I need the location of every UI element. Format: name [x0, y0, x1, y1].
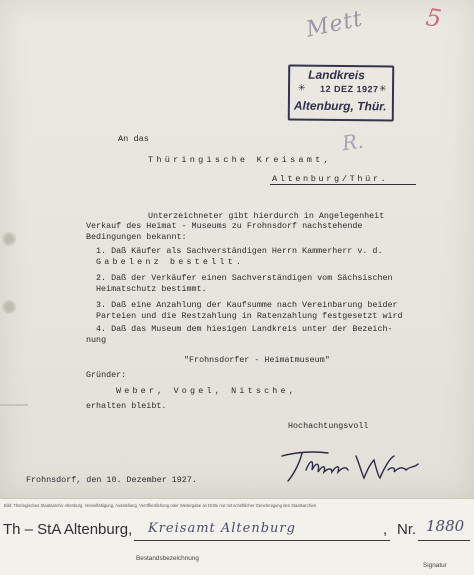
body-line: 2. Daß der Verkäufer einen Sachverständigen vom Sächsischen: [96, 273, 393, 283]
recipient: Thüringische Kreisamt,: [148, 155, 332, 165]
punch-hole: [2, 232, 16, 246]
pencil-mark: R.: [340, 128, 365, 156]
punch-hole: [2, 300, 16, 314]
body-line: 1. Daß Käufer als Sachverständigen Herrn Kammerherr v. d.: [96, 246, 383, 256]
salutation: An das: [118, 134, 149, 144]
bestand-line: [134, 540, 390, 541]
founders: Weber, Vogel, Nitsche,: [116, 386, 297, 396]
pencil-note: Mett: [304, 6, 366, 43]
museum-name: "Frohnsdorfer - Heimatmuseum": [184, 355, 330, 365]
signatur-label: Signatur: [423, 562, 447, 569]
body-line: Bedingungen bekannt:: [86, 232, 187, 242]
bestand-label: Bestandsbezeichnung: [136, 555, 199, 562]
archive-footer: [0, 498, 474, 575]
body-line: Gründer:: [86, 370, 127, 380]
stamp-date: 12 DEZ 1927: [319, 83, 379, 95]
stamp-star-icon: ✳: [378, 83, 387, 94]
body-line: Verkauf des Heimat - Museums zu Frohnsdorf nachstehende: [86, 221, 363, 231]
stamp-authority: Landkreis: [308, 67, 365, 83]
received-stamp: [288, 65, 394, 122]
nr-value: 1880: [426, 517, 465, 535]
archive-name: Th – StA Altenburg,: [3, 521, 133, 538]
body-line: Heimatschutz bestimmt.: [96, 284, 207, 294]
body-line: erhalten bleibt.: [86, 401, 167, 411]
body-line: 4. Daß das Museum dem hiesigen Landkreis unter der Bezeich-: [96, 324, 393, 334]
body-line: Gabelenz bestellt.: [96, 257, 245, 267]
stamp-star-icon: ✳: [298, 82, 306, 93]
city-underline: [270, 184, 416, 185]
place-date: Frohnsdorf, den 10. Dezember 1927.: [26, 475, 197, 485]
closing: Hochachtungsvoll: [288, 421, 369, 431]
recipient-city: Altenburg/Thür.: [272, 174, 389, 184]
signature: [276, 448, 426, 484]
body-line: nung: [86, 335, 107, 345]
binder-mark: [0, 404, 28, 406]
page-number: 5: [424, 3, 444, 33]
bestand-value: Kreisamt Altenburg: [148, 521, 296, 536]
body-line: Unterzeichneter gibt hierdurch in Angelegenheit: [148, 211, 385, 221]
stamp-place: Altenburg, Thür.: [293, 98, 387, 114]
archive-notice: Bild: Thüringisches Staatsarchiv Altenburg. Vervielfältigung, Ausstellung, Veröffentlichung oder Weitergabe an Dritte nur mit schriftlicher Genehmigung des Staatsarchivs: [4, 503, 317, 508]
separator-comma: ,: [383, 521, 388, 538]
nr-label: Nr.: [397, 521, 417, 538]
body-line: Parteien und die Restzahlung in Ratenzahlung festgesetzt wird: [96, 311, 403, 321]
nr-line: [418, 540, 470, 541]
body-line: 3. Daß eine Anzahlung der Kaufsumme nach Vereinbarung beider: [96, 300, 398, 310]
